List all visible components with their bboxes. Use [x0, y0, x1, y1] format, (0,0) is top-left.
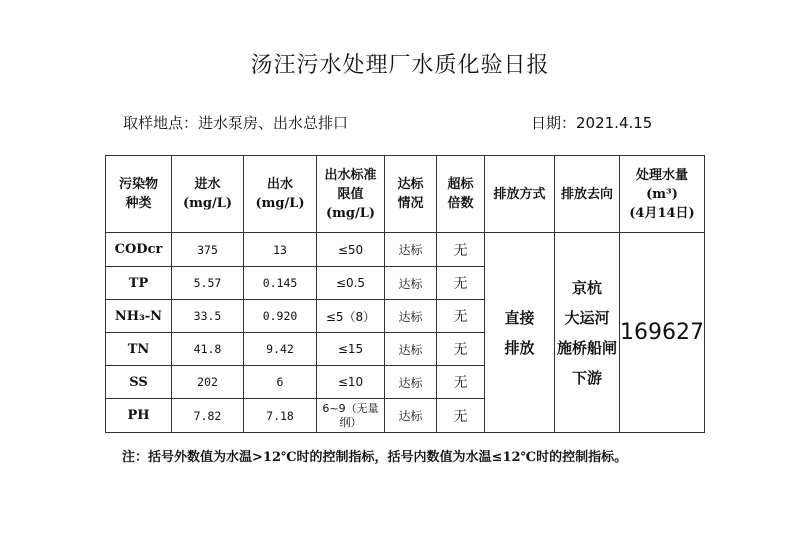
footnote: 注：括号外数值为水温>12℃时的控制指标，括号内数值为水温≤12℃时的控制指标。	[122, 450, 628, 465]
multiple-value: 无	[437, 300, 485, 333]
inflow-value: 33.5	[172, 300, 244, 333]
multiple-value: 无	[437, 233, 485, 267]
water-quality-table	[105, 155, 705, 433]
status-value: 达标	[385, 233, 437, 267]
multiple-value: 无	[437, 399, 485, 433]
limit-value: 6~9（无量 纲）	[317, 399, 385, 433]
outflow-value: 6	[244, 366, 317, 399]
header-limit: 出水标准 限值 (mg/L)	[317, 156, 385, 233]
header-discharge-method: 排放方式	[485, 156, 555, 233]
header-row	[106, 156, 705, 233]
status-value: 达标	[385, 267, 437, 300]
multiple-value: 无	[437, 366, 485, 399]
multiple-value: 无	[437, 333, 485, 366]
limit-value: ≤5（8）	[317, 300, 385, 333]
limit-value: ≤10	[317, 366, 385, 399]
header-inflow: 进水 (mg/L)	[172, 156, 244, 233]
treated-volume: 169627	[620, 233, 705, 433]
pollutant-name: NH₃-N	[106, 300, 172, 333]
header-pollutant: 污染物 种类	[106, 156, 172, 233]
header-volume: 处理水量 (m³) (4月14日)	[620, 156, 705, 233]
status-value: 达标	[385, 300, 437, 333]
sampling-location: 取样地点：进水泵房、出水总排口	[123, 114, 349, 132]
pollutant-name: SS	[106, 366, 172, 399]
outflow-value: 7.18	[244, 399, 317, 433]
header-discharge-dest: 排放去向	[555, 156, 620, 233]
inflow-value: 202	[172, 366, 244, 399]
limit-value: ≤15	[317, 333, 385, 366]
inflow-value: 41.8	[172, 333, 244, 366]
header-outflow: 出水 (mg/L)	[244, 156, 317, 233]
outflow-value: 0.145	[244, 267, 317, 300]
discharge-method-cell: 直接 排放	[485, 233, 555, 433]
pollutant-name: TP	[106, 267, 172, 300]
outflow-value: 13	[244, 233, 317, 267]
pollutant-name: PH	[106, 399, 172, 433]
report-title: 汤汪污水处理厂水质化验日报	[250, 53, 550, 78]
status-value: 达标	[385, 366, 437, 399]
status-value: 达标	[385, 333, 437, 366]
inflow-value: 375	[172, 233, 244, 267]
inflow-value: 5.57	[172, 267, 244, 300]
report-date: 日期：2021.4.15	[531, 114, 653, 132]
limit-value: ≤0.5	[317, 267, 385, 300]
outflow-value: 9.42	[244, 333, 317, 366]
limit-value: ≤50	[317, 233, 385, 267]
header-status: 达标 情况	[385, 156, 437, 233]
table-row	[106, 233, 705, 267]
pollutant-name: TN	[106, 333, 172, 366]
discharge-dest-cell: 京杭 大运河 施桥船闸 下游	[555, 233, 620, 433]
inflow-value: 7.82	[172, 399, 244, 433]
multiple-value: 无	[437, 267, 485, 300]
header-multiple: 超标 倍数	[437, 156, 485, 233]
status-value: 达标	[385, 399, 437, 433]
outflow-value: 0.920	[244, 300, 317, 333]
pollutant-name: CODcr	[106, 233, 172, 267]
